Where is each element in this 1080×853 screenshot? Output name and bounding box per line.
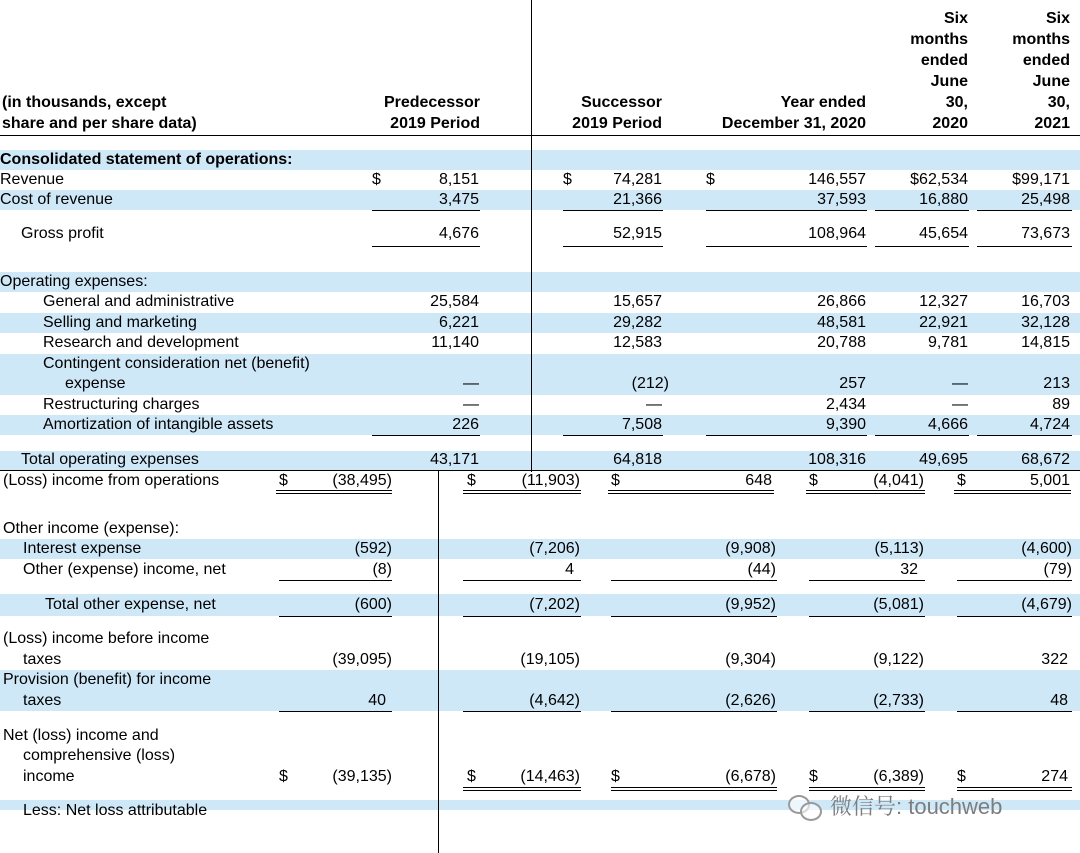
cell-value: $99,171 bbox=[1012, 171, 1070, 188]
row-label: Selling and marketing bbox=[43, 314, 197, 331]
cell-value: (7,202) bbox=[529, 596, 580, 613]
row-label: comprehensive (loss) bbox=[23, 747, 176, 764]
row-label: Net (loss) income and bbox=[3, 727, 159, 744]
cell-value: (19,105) bbox=[520, 651, 580, 668]
currency-symbol: $ bbox=[279, 768, 288, 785]
cell-value: 48,581 bbox=[817, 314, 866, 331]
cell-value: 7,508 bbox=[621, 416, 662, 433]
currency-symbol: $ bbox=[611, 768, 620, 785]
currency-symbol: $ bbox=[563, 171, 572, 188]
row-label: (Loss) income before income bbox=[3, 630, 210, 647]
cell-value: (6,678) bbox=[725, 768, 776, 785]
cell-value: (9,122) bbox=[873, 651, 924, 668]
total-rule bbox=[957, 616, 1072, 617]
header-six-2021-l3: ended bbox=[1022, 52, 1070, 69]
cell-value: 4,724 bbox=[1029, 416, 1070, 433]
subtotal-rule bbox=[875, 210, 969, 211]
watermark bbox=[788, 790, 1002, 821]
double-rule bbox=[463, 787, 581, 791]
subtotal-rule bbox=[463, 711, 581, 712]
currency-symbol: $ bbox=[809, 472, 818, 489]
row-label: Contingent consideration net (benefit) bbox=[43, 355, 310, 372]
cell-value: 25,498 bbox=[1021, 191, 1070, 208]
subtotal-rule bbox=[957, 580, 1072, 581]
header-six-2021-l2: months bbox=[1012, 31, 1070, 48]
row-label: income bbox=[23, 768, 75, 785]
cell-value: 6,221 bbox=[438, 314, 479, 331]
currency-symbol: $ bbox=[957, 472, 966, 489]
currency-symbol: $ bbox=[809, 768, 818, 785]
subtotal-rule bbox=[875, 435, 969, 436]
cell-value: 9,781 bbox=[927, 334, 968, 351]
cell-value: 8,151 bbox=[438, 171, 479, 188]
cell-value: 226 bbox=[452, 416, 479, 433]
header-year-line1: Year ended bbox=[780, 94, 866, 111]
cell-value: (4,041) bbox=[873, 472, 924, 489]
row-label: Provision (benefit) for income bbox=[3, 671, 212, 688]
subtotal-rule bbox=[279, 580, 392, 581]
cell-value: (212) bbox=[631, 375, 669, 392]
cell-value: 49,695 bbox=[919, 451, 968, 468]
cell-value: — bbox=[463, 375, 479, 392]
cell-value: 108,964 bbox=[808, 225, 866, 242]
subtotal-rule bbox=[809, 711, 925, 712]
header-six-2020-l3: ended bbox=[920, 52, 968, 69]
header-six-2021-l5: 30, bbox=[1047, 94, 1070, 111]
row-label: Restructuring charges bbox=[43, 396, 200, 413]
total-rule bbox=[706, 246, 867, 247]
cell-value: — bbox=[463, 396, 479, 413]
total-rule bbox=[279, 616, 392, 617]
subtotal-rule bbox=[279, 711, 392, 712]
total-rule bbox=[563, 246, 663, 247]
cell-value: — bbox=[646, 396, 662, 413]
row-band bbox=[0, 272, 1080, 292]
double-rule bbox=[954, 490, 1071, 494]
cell-value: 322 bbox=[1041, 651, 1068, 668]
cell-value: 32 bbox=[900, 561, 918, 578]
cell-value: (44) bbox=[747, 561, 776, 578]
cell-value: (4,679) bbox=[1021, 596, 1072, 613]
currency-symbol: $ bbox=[706, 171, 715, 188]
currency-symbol: $ bbox=[467, 472, 476, 489]
double-rule bbox=[463, 490, 581, 494]
cell-value: 5,001 bbox=[1029, 472, 1070, 489]
header-six-2021-l6: 2021 bbox=[1034, 115, 1070, 132]
cell-value: — bbox=[952, 396, 968, 413]
double-rule bbox=[806, 490, 925, 494]
cell-value: 146,557 bbox=[808, 171, 866, 188]
header-six-2020-l4: June bbox=[930, 73, 968, 90]
cell-value: 73,673 bbox=[1021, 225, 1070, 242]
cell-value: (9,304) bbox=[725, 651, 776, 668]
cell-value: 12,583 bbox=[613, 334, 662, 351]
cell-value: — bbox=[952, 375, 968, 392]
subtotal-rule bbox=[809, 580, 925, 581]
double-rule bbox=[276, 490, 392, 494]
subtotal-rule bbox=[372, 435, 480, 436]
cell-value: (600) bbox=[354, 596, 392, 613]
cell-value: 12,327 bbox=[919, 293, 968, 310]
cell-value: 16,703 bbox=[1021, 293, 1070, 310]
subtotal-rule bbox=[611, 711, 777, 712]
total-rule bbox=[463, 616, 581, 617]
currency-symbol: $ bbox=[467, 768, 476, 785]
cell-value: (14,463) bbox=[520, 768, 580, 785]
row-label: expense bbox=[65, 375, 126, 392]
total-rule bbox=[809, 616, 925, 617]
row-label: Amortization of intangible assets bbox=[43, 416, 274, 433]
cell-value: 68,672 bbox=[1021, 451, 1070, 468]
cell-value: 257 bbox=[839, 375, 866, 392]
cell-value: 45,654 bbox=[919, 225, 968, 242]
cell-value: 4 bbox=[565, 561, 574, 578]
cell-value: 64,818 bbox=[613, 451, 662, 468]
cell-value: 274 bbox=[1041, 768, 1068, 785]
row-label: Cost of revenue bbox=[0, 191, 113, 208]
row-label: Gross profit bbox=[21, 225, 104, 242]
cell-value: 4,676 bbox=[438, 225, 479, 242]
cell-value: (4,600) bbox=[1021, 540, 1072, 557]
cell-value: (11,903) bbox=[521, 472, 580, 489]
cell-value: 37,593 bbox=[817, 191, 866, 208]
cell-value: 25,584 bbox=[430, 293, 479, 310]
header-predecessor-line1: Predecessor bbox=[383, 94, 480, 111]
subtotal-rule bbox=[611, 580, 777, 581]
total-rule bbox=[875, 246, 969, 247]
header-six-2021-l4: June bbox=[1032, 73, 1070, 90]
cell-value: (9,908) bbox=[725, 540, 776, 557]
total-rule bbox=[372, 246, 480, 247]
watermark-text: 微信号: touchweb bbox=[830, 794, 1003, 819]
row-label: Total operating expenses bbox=[21, 451, 199, 468]
header-rule bbox=[0, 135, 1080, 136]
row-label: Revenue bbox=[0, 171, 65, 188]
subtotal-rule bbox=[706, 435, 867, 436]
cell-value: 15,657 bbox=[613, 293, 662, 310]
row-label: General and administrative bbox=[43, 293, 235, 310]
cell-value: 213 bbox=[1043, 375, 1070, 392]
cell-value: (5,113) bbox=[874, 540, 924, 557]
cell-value: 74,281 bbox=[613, 171, 662, 188]
cell-value: 32,128 bbox=[1021, 314, 1070, 331]
wechat-icon bbox=[788, 793, 822, 819]
header-successor-line2: 2019 Period bbox=[572, 115, 662, 132]
cell-value: 26,866 bbox=[817, 293, 866, 310]
row-label: Interest expense bbox=[23, 540, 142, 557]
row-label: taxes bbox=[23, 692, 62, 709]
row-label: (Loss) income from operations bbox=[3, 472, 220, 489]
currency-symbol: $ bbox=[611, 472, 620, 489]
section-title: Consolidated statement of operations: bbox=[0, 151, 293, 168]
cell-value: 2,434 bbox=[825, 396, 866, 413]
cell-value: 11,140 bbox=[431, 334, 479, 351]
header-six-2020-l6: 2020 bbox=[932, 115, 968, 132]
section-title: Operating expenses: bbox=[0, 273, 148, 290]
cell-value: (7,206) bbox=[529, 540, 580, 557]
subtotal-rule bbox=[563, 210, 663, 211]
header-six-2021-l1: Six bbox=[1045, 10, 1070, 27]
cell-value: 9,390 bbox=[825, 416, 866, 433]
cell-value: $62,534 bbox=[910, 171, 968, 188]
currency-symbol: $ bbox=[279, 472, 288, 489]
cell-value: (79) bbox=[1043, 561, 1072, 578]
cell-value: (9,952) bbox=[725, 596, 776, 613]
double-rule bbox=[608, 490, 774, 494]
subtotal-rule bbox=[977, 435, 1072, 436]
cell-value: (4,642) bbox=[529, 692, 580, 709]
currency-symbol: $ bbox=[957, 768, 966, 785]
cell-value: (592) bbox=[354, 540, 392, 557]
cell-value: (38,495) bbox=[332, 472, 392, 489]
subtotal-rule bbox=[957, 711, 1072, 712]
double-rule bbox=[611, 787, 777, 791]
row-label: taxes bbox=[23, 651, 62, 668]
row-label: Less: Net loss attributable bbox=[23, 802, 208, 819]
cell-value: 43,171 bbox=[430, 451, 479, 468]
subtotal-rule bbox=[563, 435, 663, 436]
subtotal-rule bbox=[977, 210, 1072, 211]
row-label: Total other expense, net bbox=[45, 596, 216, 613]
row-label: Research and development bbox=[43, 334, 239, 351]
cell-value: 14,815 bbox=[1021, 334, 1070, 351]
cell-value: 22,921 bbox=[919, 314, 968, 331]
cell-value: 52,915 bbox=[613, 225, 662, 242]
cell-value: 3,475 bbox=[438, 191, 479, 208]
cell-value: (6,389) bbox=[873, 768, 924, 785]
cell-value: 4,666 bbox=[927, 416, 968, 433]
cell-value: 21,366 bbox=[613, 191, 662, 208]
cell-value: 16,880 bbox=[919, 191, 968, 208]
column-divider bbox=[531, 0, 532, 472]
cell-value: 48 bbox=[1050, 692, 1068, 709]
subtotal-rule bbox=[706, 210, 867, 211]
cell-value: 40 bbox=[368, 692, 386, 709]
cell-value: (2,733) bbox=[873, 692, 924, 709]
cell-value: 108,316 bbox=[808, 451, 866, 468]
header-label-line2: share and per share data) bbox=[2, 115, 197, 132]
cell-value: 20,788 bbox=[817, 334, 866, 351]
row-label: Other (expense) income, net bbox=[23, 561, 226, 578]
column-divider bbox=[438, 470, 439, 853]
header-successor-line1: Successor bbox=[581, 94, 662, 111]
cell-value: (39,135) bbox=[332, 768, 392, 785]
header-label-line1: (in thousands, except bbox=[2, 94, 167, 111]
total-rule bbox=[977, 246, 1072, 247]
header-six-2020-l1: Six bbox=[943, 10, 968, 27]
cell-value: 29,282 bbox=[613, 314, 662, 331]
header-year-line2: December 31, 2020 bbox=[721, 115, 866, 132]
subtotal-rule bbox=[463, 580, 581, 581]
cell-value: 648 bbox=[745, 472, 772, 489]
cell-value: (39,095) bbox=[332, 651, 392, 668]
cell-value: (2,626) bbox=[725, 692, 776, 709]
header-six-2020-l2: months bbox=[910, 31, 968, 48]
header-six-2020-l5: 30, bbox=[945, 94, 968, 111]
cell-value: (5,081) bbox=[873, 596, 924, 613]
total-rule bbox=[611, 616, 777, 617]
cell-value: 89 bbox=[1052, 396, 1070, 413]
cell-value: (8) bbox=[372, 561, 392, 578]
currency-symbol: $ bbox=[372, 171, 381, 188]
header-predecessor-line2: 2019 Period bbox=[390, 115, 480, 132]
subtotal-rule bbox=[372, 210, 480, 211]
section-title: Other income (expense): bbox=[3, 520, 180, 537]
